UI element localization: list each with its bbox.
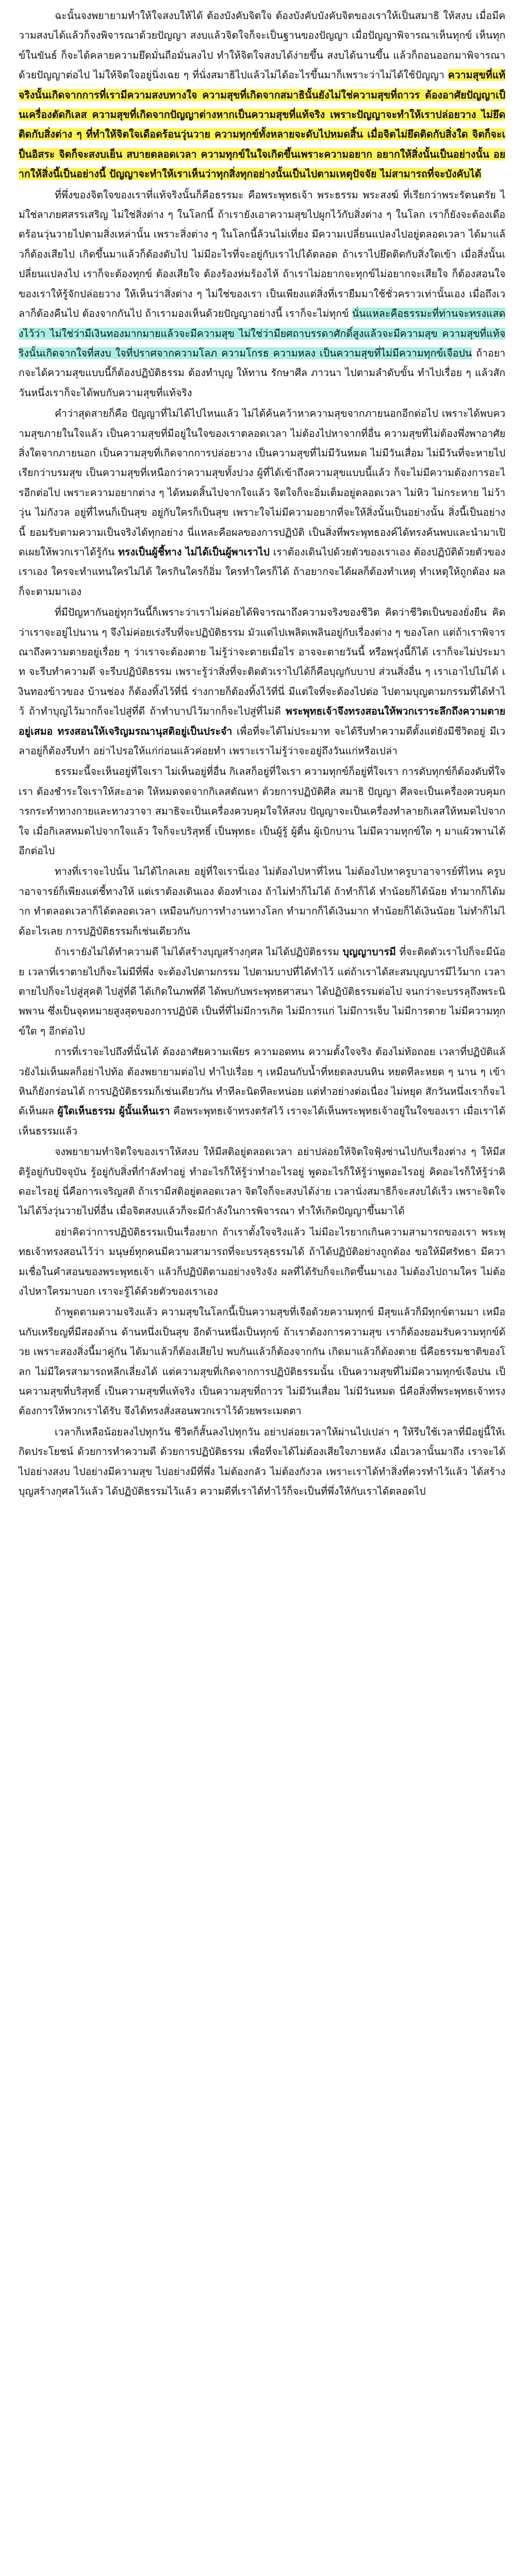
paragraph <box>19 404 505 602</box>
paragraph <box>19 762 505 861</box>
paragraph <box>19 6 505 184</box>
article-body <box>19 6 505 1501</box>
paragraph-text: ถ้าอยากจะได้ความสุขแบบนี้ก็ต้องปฏิบัติธรรม ต้องทำบุญ ให้ทาน รักษาศีล ภาวนา ไปตามลำดับขั้น ทำไปเรื่อย ๆ แล้วสักวันหนึ่งเราก็จะได้พบกับความสุขที่แท้จริง <box>19 347 505 399</box>
paragraph-text: ถ้าเรายังไม่ได้ทำความดี ไม่ได้สร้างบุญสร้างกุศล ไม่ได้ปฏิบัติธรรม <box>55 946 343 958</box>
paragraph <box>19 1142 505 1222</box>
emphasized-text: ทรงเป็นผู้ชี้ทาง ไม่ได้เป็นผู้พาเราไป <box>118 546 270 558</box>
paragraph-text: คำว่าสุดสายก็คือ ปัญญาที่ไม่ได้ไปไหนแล้ว ไม่ได้ค้นคว้าหาความสุขจากภายนอกอีกต่อไป เพราะได้พบความสุขภายในใจแล้ว เป็นความสุขที่มีอยู่ในใจของเราตลอดเวลา ไม่ต้องไปหาจากที่อื่น ความสุขที่ไม่ต้องพึ่งพาอาศัยสิ่งใดจากภายนอก เป็นความสุขที่เกิดจากการปล่อยวาง เป็นความสุขที่ไม่มีวันหมด ไม่มีวันเสื่อม ไม่มีวันที่จะหายไป เรียกว่าบรมสุข เป็นความสุขที่เหนือกว่าความสุขทั้งปวง ผู้ที่ได้เข้าถึงความสุขแบบนี้แล้ว ก็จะไม่มีความต้องการอะไรอีกต่อไป เพราะความอยากต่าง ๆ ได้หมดสิ้นไปจากใจแล้ว จิตใจก็จะอิ่มเต็มอยู่ตลอดเวลา ไม่หิว ไม่กระหาย ไม่ว้าวุ่น ไม่กังวล อยู่ที่ไหนก็เป็นสุข อยู่กับใครก็เป็นสุข เพราะใจไม่มีความอยากที่จะให้สิ่งนั้นเป็นอย่างนั้น สิ่งนี้เป็นอย่างนี้ ยอมรับตามความเป็นจริงได้ทุกอย่าง นี่แหละคือผลของการปฏิบัติ เป็นสิ่งที่พระพุทธองค์ได้ทรงค้นพบและนำมาเปิดเผยให้พวกเราได้รู้กัน <box>19 408 505 558</box>
paragraph <box>19 603 505 761</box>
emphasized-text: พระพุทธเจ้าจึงทรงสอนให้พวกเราระลึกถึงความตายอยู่เสมอ ทรงสอนให้เจริญมรณานุสติอยู่เป็นประจำ <box>19 705 505 737</box>
paragraph-text: ทางที่เราจะไปนั้น ไม่ได้ไกลเลย อยู่ที่ใจเรานี่เอง ไม่ต้องไปหาที่ไหน ไม่ต้องไปหาครูบาอาจารย์ที่ไหน ครูบาอาจารย์ก็เพียงแต่ชี้ทางให้ แต่เราต้องเดินเอง ต้องทำเอง ถ้าไม่ทำก็ไม่ได้ ถ้าทำก็ได้ ทำน้อยก็ได้น้อย ทำมากก็ได้มาก ทำตลอดเวลาก็ได้ตลอดเวลา เหมือนกับการทำงานทางโลก ทำมากก็ได้เงินมาก ทำน้อยก็ได้เงินน้อย ไม่ทำก็ไม่ได้อะไรเลย การปฏิบัติธรรมก็เช่นเดียวกัน <box>19 866 505 937</box>
paragraph <box>19 1223 505 1302</box>
paragraph <box>19 942 505 1041</box>
emphasized-text: ผู้ใดเห็นธรรม ผู้นั้นเห็นเรา <box>57 1105 170 1117</box>
paragraph-text: ธรรมะนี้จะเห็นอยู่ที่ใจเรา ไม่เห็นอยู่ที่อื่น กิเลสก็อยู่ที่ใจเรา ความทุกข์ก็อยู่ที่ใจเรา การดับทุกข์ก็ต้องดับที่ใจเรา ต้องชำระใจเราให้สะอาด ให้หมดจดจากกิเลสตัณหา ด้วยการปฏิบัติศีล สมาธิ ปัญญา ศีลจะเป็นเครื่องควบคุมการกระทำทางกายและทางวาจา สมาธิจะเป็นเครื่องควบคุมใจให้สงบ ปัญญาจะเป็นเครื่องทำลายกิเลสให้หมดไปจากใจ เมื่อกิเลสหมดไปจากใจแล้ว ใจก็จะบริสุทธิ์ เป็นพุทธะ เป็นผู้รู้ ผู้ตื่น ผู้เบิกบาน ไม่มีความทุกข์ใด ๆ มาแผ้วพานได้อีกต่อไป <box>19 766 505 857</box>
paragraph-text: อย่าคิดว่าการปฏิบัติธรรมเป็นเรื่องยาก ถ้าเราตั้งใจจริงแล้ว ไม่มีอะไรยากเกินความสามารถของเรา พระพุทธเจ้าทรงสอนไว้ว่า มนุษย์ทุกคนมีความสามารถที่จะบรรลุธรรมได้ ถ้าได้ปฏิบัติอย่างถูกต้อง ขอให้มีศรัทธา มีความเชื่อในคำสอนของพระพุทธเจ้า แล้วก็ปฏิบัติตามอย่างจริงจัง ผลที่ได้รับก็จะเกิดขึ้นมาเอง ไม่ต้องไปถามใคร ไม่ต้องไปหาใครมาบอก เราจะรู้ได้ด้วยตัวของเราเอง <box>19 1226 505 1297</box>
paragraph-text: ที่จะติดตัวเราไปก็จะมีน้อย เวลาที่เราตายไปก็จะไม่มีที่พึ่ง จะต้องไปตามกรรม ไปตามบาปที่ได้ทำไว้ แต่ถ้าเราได้สะสมบุญบารมีไว้มาก เวลาตายไปก็จะไปสู่สุคติ ไปสู่ที่ดี ได้เกิดในภพที่ดี ได้พบกับพระพุทธศาสนา ได้ปฏิบัติธรรมต่อไป จนกว่าจะบรรลุถึงพระนิพพาน ซึ่งเป็นจุดหมายสูงสุดของการปฏิบัติ เป็นที่ที่ไม่มีการเกิด ไม่มีการแก่ ไม่มีการเจ็บ ไม่มีการตาย ไม่มีความทุกข์ใด ๆ อีกต่อไป <box>19 946 505 1037</box>
paragraph-text: ที่พึ่งของจิตใจของเราที่แท้จริงนั้นก็คือธรรมะ คือพระพุทธเจ้า พระธรรม พระสงฆ์ ที่เรียกว่าพระรัตนตรัย ไม่ใช่ลาภยศสรรเสริญ ไม่ใช่สิ่งต่าง ๆ ในโลกนี้ ถ้าเรายังเอาความสุขไปผูกไว้กับสิ่งต่าง ๆ ในโลก เราก็ยังจะต้องเดือดร้อนวุ่นวายไปตามสิ่งเหล่านั้น เพราะสิ่งต่าง ๆ ในโลกนี้ล้วนไม่เที่ยง มีความเปลี่ยนแปลงไปอยู่ตลอดเวลา ได้มาแล้วก็ต้องเสียไป เกิดขึ้นมาแล้วก็ต้องดับไป ไม่มีอะไรที่จะอยู่กับเราไปได้ตลอด ถ้าเราไปยึดติดกับสิ่งใดเข้า เมื่อสิ่งนั้นเปลี่ยนแปลงไป เราก็จะต้องทุกข์ ต้องเสียใจ ต้องร้องห่มร้องไห้ ถ้าเราไม่อยากจะทุกข์ไม่อยากจะเสียใจ ก็ต้องสอนใจของเราให้รู้จักปล่อยวาง ให้เห็นว่าสิ่งต่าง ๆ ไม่ใช่ของเรา เป็นเพียงแต่สิ่งที่เรายืมมาใช้ชั่วคราวเท่านั้นเอง เมื่อถึงเวลาก็ต้องคืนไป ต้องจากกันไป ถ้าเรามองเห็นด้วยปัญญาอย่างนี้ เราก็จะไม่ทุกข์ <box>19 189 505 320</box>
paragraph <box>19 1042 505 1141</box>
paragraph <box>19 185 505 403</box>
paragraph-text: การที่เราจะไปถึงที่นั้นได้ ต้องอาศัยความเพียร ความอดทน ความตั้งใจจริง ต้องไม่ท้อถอย เวลาที่ปฏิบัติแล้วยังไม่เห็นผลก็อย่าไปท้อ ต้องพยายามต่อไป ทำไปเรื่อย ๆ เหมือนกับน้ำที่หยดลงบนหิน หยดทีละหยด ๆ นาน ๆ เข้าหินก็ยังกร่อนได้ การปฏิบัติธรรมก็เช่นเดียวกัน ทำทีละนิดทีละหน่อย แต่ทำอย่างต่อเนื่อง ไม่หยุด สักวันหนึ่งเราก็จะได้เห็นผล <box>19 1046 505 1117</box>
paragraph-text: ที่มีปัญหากันอยู่ทุกวันนี้ก็เพราะว่าเราไม่ค่อยได้พิจารณาถึงความจริงของชีวิต คิดว่าชีวิตเป็นของยั่งยืน คิดว่าเราจะอยู่ไปนาน ๆ จึงไม่ค่อยเร่งรีบที่จะปฏิบัติธรรม มัวแต่ไปเพลิดเพลินอยู่กับเรื่องต่าง ๆ ของโลก แต่ถ้าเราพิจารณาถึงความตายอยู่เรื่อย ๆ ว่าเราจะต้องตาย ไม่รู้ว่าจะตายเมื่อไร อาจจะตายวันนี้ หรือพรุ่งนี้ก็ได้ เราก็จะไม่ประมาท จะรีบทำความดี จะรีบปฏิบัติธรรม เพราะรู้ว่าสิ่งที่จะติดตัวเราไปได้ก็คือบุญกับบาป ส่วนสิ่งอื่น ๆ เราเอาไปไม่ได้ เงินทองข้าวของ บ้านช่อง ก็ต้องทิ้งไว้ที่นี่ ร่างกายก็ต้องทิ้งไว้ที่นี่ มีแต่ใจที่จะต้องไปต่อ ไปตามบุญตามกรรมที่ได้ทำไว้ ถ้าทำบุญไว้มากก็จะไปสู่ที่ดี ถ้าทำบาปไว้มากก็จะไปสู่ที่ไม่ดี <box>19 606 505 718</box>
paragraph-text: จงพยายามทำจิตใจของเราให้สงบ ให้มีสติอยู่ตลอดเวลา อย่าปล่อยให้จิตใจฟุ้งซ่านไปกับเรื่องต่าง ๆ ให้มีสติรู้อยู่กับปัจจุบัน รู้อยู่กับสิ่งที่กำลังทำอยู่ ทำอะไรก็ให้รู้ว่าทำอะไรอยู่ พูดอะไรก็ให้รู้ว่าพูดอะไรอยู่ คิดอะไรก็ให้รู้ว่าคิดอะไรอยู่ นี่คือการเจริญสติ ถ้าเรามีสติอยู่ตลอดเวลา จิตใจก็จะสงบได้ง่าย เวลานั่งสมาธิก็จะสงบได้เร็ว เพราะจิตใจไม่ได้วิ่งวุ่นวายไปที่อื่น เมื่อจิตสงบแล้วก็จะมีกำลังในการพิจารณา ทำให้เกิดปัญญาขึ้นมาได้ <box>19 1146 505 1217</box>
paragraph-text: เพื่อที่จะได้ไม่ประมาท จะได้รีบทำความดีตั้งแต่ยังมีชีวิตอยู่ มีเวลาอยู่ก็ต้องรีบทำ อย่าไปรอให้แก่ก่อนแล้วค่อยทำ เพราะเราไม่รู้ว่าจะอยู่ถึงวันแก่หรือเปล่า <box>19 725 505 757</box>
paragraph <box>19 862 505 941</box>
paragraph-text: คือพระพุทธเจ้าทรงตรัสไว้ เราจะได้เห็นพระพุทธเจ้าอยู่ในใจของเรา เมื่อเราได้เห็นธรรมแล้ว <box>19 1105 505 1137</box>
paragraph-text: เราต้องเดินไปด้วยตัวของเราเอง ต้องปฏิบัติด้วยตัวของเราเอง ใครจะทำแทนใครไม่ได้ ใครกินใครก็อิ่ม ใครทำใครก็ได้ ถ้าอยากจะได้ผลก็ต้องทำเหตุ ทำเหตุให้ถูกต้อง ผลก็จะตามมาเอง <box>19 546 505 598</box>
paragraph-text: ฉะนั้นจงพยายามทำให้ใจสงบให้ได้ ต้องบังคับจิตใจ ต้องบังคับบังคับจิตของเราให้เป็นสมาธิ ให้สงบ เมื่อมีความสงบได้แล้วก็จงพิจารณาด้วยปัญญา สงบแล้วจิตใจก็จะเป็นฐานของปัญญา เมื่อปัญญาพิจารณาเห็นทุกข์ เห็นทุกข์ในขันธ์ ก็จะได้คลายความยึดมั่นถือมั่นลงไป ทำให้จิตใจสงบได้ง่ายขึ้น สงบได้นานขึ้น แล้วก็ถอนออกมาพิจารณาด้วยปัญญาต่อไป ไม่ให้จิตใจอยู่นิ่งเฉย ๆ ที่นั่งสมาธิไปแล้วไม่ได้อะไรขึ้นมาก็เพราะว่าไม่ได้ใช้ปัญญา <box>19 10 505 81</box>
emphasized-text: บุญญาบารมี <box>342 946 396 958</box>
paragraph-text: ถ้าพูดตามความจริงแล้ว ความสุขในโลกนี้เป็นความสุขที่เจือด้วยความทุกข์ มีสุขแล้วก็มีทุกข์ตามมา เหมือนกับเหรียญที่มีสองด้าน ด้านหนึ่งเป็นสุข อีกด้านหนึ่งเป็นทุกข์ ถ้าเราต้องการความสุข เราก็ต้องยอมรับความทุกข์ด้วย เพราะสองสิ่งนี้มาคู่กัน ได้มาแล้วก็ต้องเสียไป พบกันแล้วก็ต้องจากกัน เกิดมาแล้วก็ต้องตาย นี่คือธรรมชาติของโลก ไม่มีใครสามารถหลีกเลี่ยงได้ แต่ความสุขที่เกิดจากการปฏิบัติธรรมนั้น เป็นความสุขที่ไม่มีความทุกข์เจือปน เป็นความสุขที่บริสุทธิ์ เป็นความสุขที่แท้จริง เป็นความสุขที่ถาวร ไม่มีวันเสื่อม ไม่มีวันหมด นี่คือสิ่งที่พระพุทธเจ้าทรงต้องการให้พวกเราได้รับ จึงได้ทรงสั่งสอนพวกเราไว้ด้วยพระเมตตา <box>19 1306 505 1417</box>
paragraph-text: เวลาก็เหลือน้อยลงไปทุกวัน ชีวิตก็สั้นลงไปทุกวัน อย่าปล่อยเวลาให้ผ่านไปเปล่า ๆ ให้รีบใช้เวลาที่มีอยู่นี้ให้เกิดประโยชน์ ด้วยการทำความดี ด้วยการปฏิบัติธรรม เพื่อที่จะได้ไม่ต้องเสียใจภายหลัง เมื่อเวลานั้นมาถึง เราจะได้ไปอย่างสงบ ไปอย่างมีความสุข ไปอย่างมีที่พึ่ง ไม่ต้องกลัว ไม่ต้องกังวล เพราะเราได้ทำสิ่งที่ควรทำไว้แล้ว ได้สร้างบุญสร้างกุศลไว้แล้ว ได้ปฏิบัติธรรมไว้แล้ว ความดีที่เราได้ทำไว้ก็จะเป็นที่พึ่งให้กับเราได้ตลอดไป <box>19 1426 505 1498</box>
highlighted-passage: ความสุขที่แท้จริงนั้นเกิดจากการที่เรามีความสงบทางใจ ความสุขที่เกิดจากสมาธินั้นยังไม่ใช่ความสุขที่ถาวร ต้องอาศัยปัญญาเป็นเครื่องตัดกิเลส ความสุขที่เกิดจากปัญญาต่างหากเป็นความสุขที่แท้จริง เพราะปัญญาจะทำให้เราปล่อยวาง ไม่ยึดติดกับสิ่งต่าง ๆ ที่ทำให้จิตใจเดือดร้อนวุ่นวาย ความทุกข์ทั้งหลายจะดับไปหมดสิ้น เมื่อจิตไม่ยึดติดกับสิ่งใด จิตก็จะเป็นอิสระ จิตก็จะสงบเย็น สบายตลอดเวลา ความทุกข์ในใจเกิดขึ้นเพราะความอยาก อยากให้สิ่งนั้นเป็นอย่างนั้น อยากให้สิ่งนี้เป็นอย่างนี้ ปัญญาจะทำให้เราเห็นว่าทุกสิ่งทุกอย่างนั้นเป็นไปตามเหตุปัจจัย ไม่สามารถที่จะบังคับได้ <box>19 69 505 180</box>
paragraph <box>19 1422 505 1502</box>
highlighted-passage: นั่นแหละคือธรรมะที่ท่านจะทรงแสดงไว้ว่า ไม่ใช่ว่ามีเงินทองมากมายแล้วจะมีความสุข ไม่ใช่ว่ามียศถาบรรดาศักดิ์สูงแล้วจะมีความสุข ความสุขที่แท้จริงนั้นเกิดจากใจที่สงบ ใจที่ปราศจากความโลภ ความโกรธ ความหลง เป็นความสุขที่ไม่มีความทุกข์เจือปน <box>19 308 505 359</box>
paragraph <box>19 1302 505 1421</box>
